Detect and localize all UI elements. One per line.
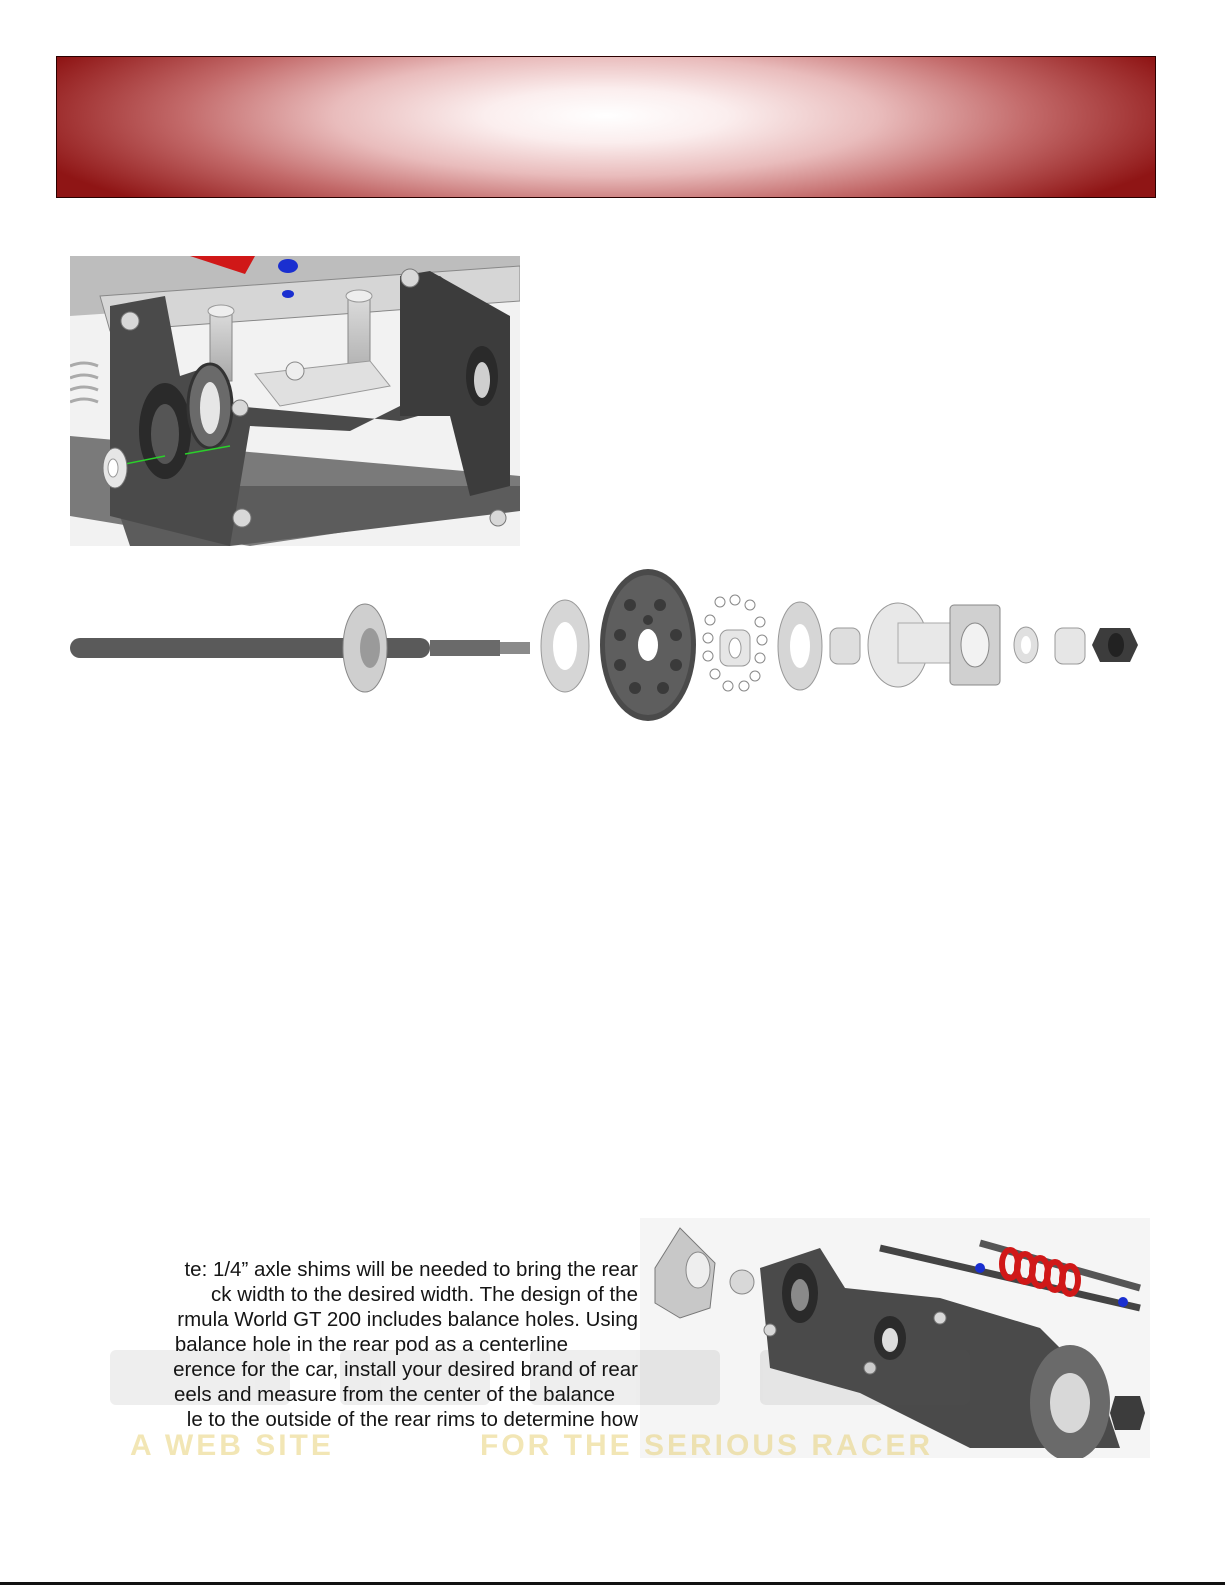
axle-shim-note — [0, 1257, 660, 1432]
note-line: le to the outside of the rear rims to determine how — [186, 1408, 638, 1431]
watermark-line2: FOR THE SERIOUS RACER — [480, 1429, 934, 1462]
note-line: balance hole in the rear pod as a centerline — [174, 1333, 568, 1356]
watermark-line1: A WEB SITE — [130, 1429, 334, 1462]
note-line: te: 1/4” axle shims will be needed to bring the rear — [184, 1258, 638, 1281]
rear-pod-chassis-figure — [70, 256, 520, 546]
note-line: erence for the car, install your desired brand of rear — [173, 1358, 638, 1381]
note-line: ck width to the desired width. The design of the — [211, 1283, 638, 1306]
axle-exploded-view-figure — [60, 560, 1160, 730]
rear-pod-assembly-figure — [640, 1218, 1150, 1458]
note-line: rmula World GT 200 includes balance holes. Using — [177, 1308, 638, 1331]
note-line: eels and measure from the center of the balance — [173, 1383, 615, 1406]
header-banner — [56, 56, 1156, 198]
